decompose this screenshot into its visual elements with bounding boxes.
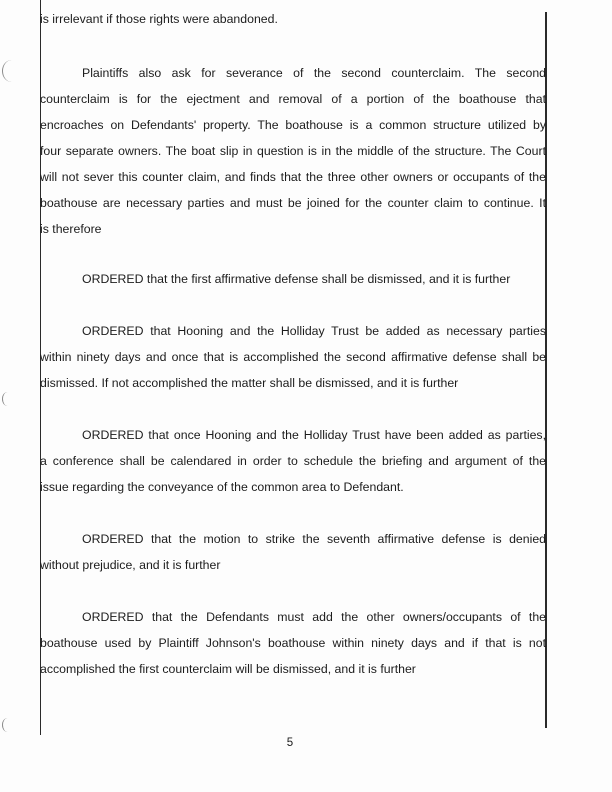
text-line: accomplished the first counterclaim will be dismissed, and it is further — [40, 662, 416, 676]
text-line: within ninety days and once that is accomplished the second affirmative defense shall be — [40, 350, 546, 364]
text-line: is therefore — [40, 222, 102, 236]
scan-mark — [2, 718, 13, 732]
text-line: ORDERED that the first affirmative defense shall be dismissed, and it is further — [82, 272, 511, 286]
text-line: without prejudice, and it is further — [40, 558, 221, 572]
text-line: will not sever this counter claim, and finds that the three other owners or occupants of the — [40, 170, 546, 184]
page-number: 5 — [286, 737, 294, 749]
scan-mark — [2, 60, 21, 82]
text-line: Plaintiffs also ask for severance of the second counterclaim. The second — [82, 66, 546, 80]
text-line: boathouse used by Plaintiff Johnson's boathouse within ninety days and if that is not — [40, 636, 546, 650]
paragraph-ordered-add-parties — [40, 318, 546, 396]
text-line: boathouse are necessary parties and must be joined for the counter claim to continue. It — [40, 196, 546, 210]
text-line: dismissed. If not accomplished the matter shall be dismissed, and it is further — [40, 376, 459, 390]
paragraph-ordered-motion-to-strike — [40, 526, 546, 578]
paragraph-ordered-add-owners — [40, 604, 546, 682]
scan-mark — [2, 392, 13, 406]
text-line: a conference shall be calendared in order to schedule the briefing and argument of the — [40, 454, 546, 468]
text-line: ORDERED that once Hooning and the Holliday Trust have been added as parties, — [82, 428, 546, 442]
paragraph-ordered-conference — [40, 422, 546, 500]
text-line: four separate owners. The boat slip in question is in the middle of the structure. The Court — [40, 144, 546, 158]
text-line: ORDERED that the motion to strike the seventh affirmative defense is denied — [82, 532, 546, 546]
text-line: counterclaim is for the ejectment and removal of a portion of the boathouse that — [40, 92, 546, 106]
text-line: ORDERED that the Defendants must add the other owners/occupants of the — [82, 610, 546, 624]
text-line: encroaches on Defendants' property. The boathouse is a common structure utilized by — [40, 118, 546, 132]
text-line: issue regarding the conveyance of the common area to Defendant. — [40, 480, 404, 494]
paragraph-severance — [40, 60, 546, 242]
text-line: ORDERED that Hooning and the Holliday Trust be added as necessary parties — [82, 324, 546, 338]
paragraph-carryover — [40, 6, 546, 32]
text-line: is irrelevant if those rights were abandoned. — [40, 12, 278, 26]
paragraph-ordered-first-defense — [40, 266, 546, 292]
